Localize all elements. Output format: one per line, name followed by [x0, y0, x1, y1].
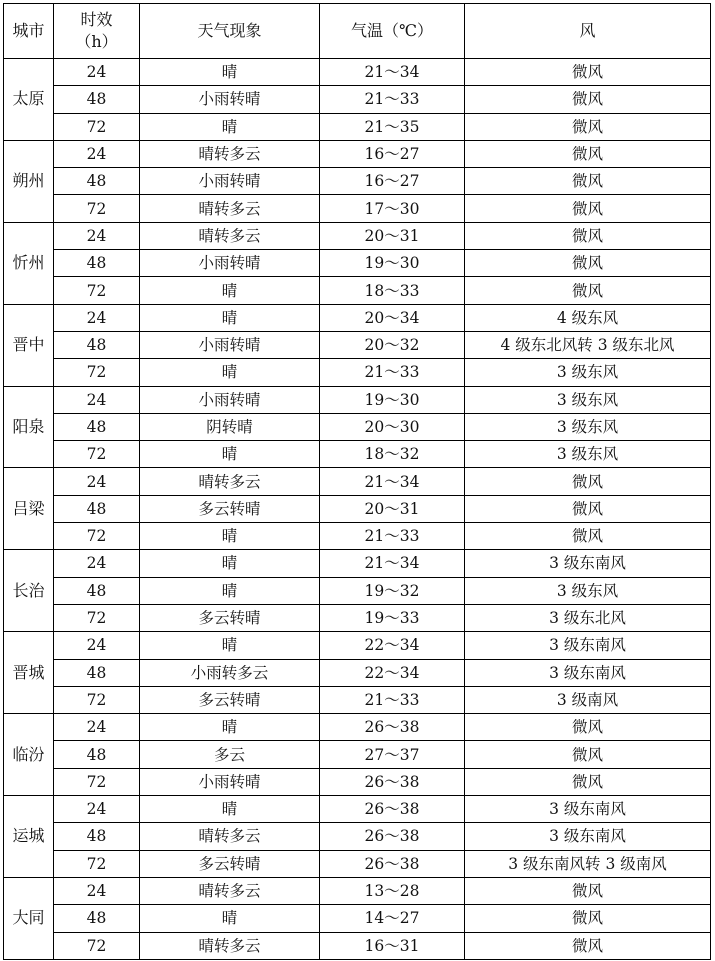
weather-cell: 小雨转晴: [140, 768, 320, 795]
table-row: [4, 140, 711, 167]
wind-cell: 3 级东南风转 3 级南风: [465, 850, 711, 877]
weather-cell: 晴: [140, 59, 320, 86]
table-row: [4, 577, 711, 604]
temp-cell: 20～31: [320, 495, 465, 522]
table-row: [4, 277, 711, 304]
weather-cell: 晴: [140, 441, 320, 468]
hours-cell: 24: [54, 304, 140, 331]
weather-cell: 晴转多云: [140, 195, 320, 222]
temp-cell: 21～34: [320, 59, 465, 86]
table-row: [4, 386, 711, 413]
hours-cell: 24: [54, 632, 140, 659]
temp-cell: 21～33: [320, 523, 465, 550]
wind-cell: 3 级东南风: [465, 823, 711, 850]
table-row: [4, 604, 711, 631]
city-cell: 长治: [4, 550, 54, 632]
weather-cell: 阴转晴: [140, 413, 320, 440]
header-row: [4, 4, 711, 59]
table-row: [4, 359, 711, 386]
hours-cell: 24: [54, 140, 140, 167]
wind-cell: 4 级东风: [465, 304, 711, 331]
wind-cell: 3 级东风: [465, 577, 711, 604]
hours-cell: 72: [54, 277, 140, 304]
temp-cell: 19～30: [320, 386, 465, 413]
table-row: [4, 331, 711, 358]
temp-cell: 26～38: [320, 850, 465, 877]
table-row: [4, 714, 711, 741]
weather-cell: 晴转多云: [140, 823, 320, 850]
table-row: [4, 250, 711, 277]
weather-cell: 晴转多云: [140, 877, 320, 904]
hours-cell: 72: [54, 441, 140, 468]
temp-cell: 18～33: [320, 277, 465, 304]
temp-cell: 22～34: [320, 659, 465, 686]
wind-cell: 3 级南风: [465, 686, 711, 713]
hours-cell: 72: [54, 113, 140, 140]
hours-cell: 48: [54, 741, 140, 768]
temp-cell: 26～38: [320, 768, 465, 795]
temp-cell: 20～34: [320, 304, 465, 331]
temp-cell: 21～33: [320, 86, 465, 113]
wind-cell: 3 级东南风: [465, 550, 711, 577]
wind-cell: 3 级东风: [465, 359, 711, 386]
table-row: [4, 796, 711, 823]
temp-cell: 17～30: [320, 195, 465, 222]
weather-cell: 晴: [140, 304, 320, 331]
hours-cell: 24: [54, 714, 140, 741]
wind-cell: 微风: [465, 113, 711, 140]
forecast-table: [3, 3, 711, 960]
table-row: [4, 932, 711, 959]
weather-cell: 多云转晴: [140, 604, 320, 631]
wind-cell: 微风: [465, 86, 711, 113]
city-cell: 吕梁: [4, 468, 54, 550]
hours-cell: 48: [54, 250, 140, 277]
hours-cell: 72: [54, 768, 140, 795]
weather-cell: 小雨转晴: [140, 331, 320, 358]
hours-cell: 24: [54, 386, 140, 413]
hours-cell: 24: [54, 796, 140, 823]
wind-cell: 微风: [465, 222, 711, 249]
wind-cell: 3 级东风: [465, 441, 711, 468]
weather-cell: 晴: [140, 905, 320, 932]
city-cell: 大同: [4, 877, 54, 959]
header-weather: 天气现象: [140, 4, 320, 59]
wind-cell: 3 级东风: [465, 386, 711, 413]
hours-cell: 72: [54, 195, 140, 222]
temp-cell: 26～38: [320, 796, 465, 823]
city-cell: 阳泉: [4, 386, 54, 468]
city-cell: 朔州: [4, 140, 54, 222]
city-cell: 晋城: [4, 632, 54, 714]
table-row: [4, 59, 711, 86]
table-row: [4, 823, 711, 850]
table-row: [4, 441, 711, 468]
weather-cell: 晴转多云: [140, 932, 320, 959]
hours-cell: 24: [54, 468, 140, 495]
weather-cell: 晴: [140, 523, 320, 550]
table-row: [4, 741, 711, 768]
city-cell: 太原: [4, 59, 54, 141]
wind-cell: 微风: [465, 523, 711, 550]
wind-cell: 微风: [465, 768, 711, 795]
weather-cell: 晴转多云: [140, 468, 320, 495]
city-cell: 晋中: [4, 304, 54, 386]
weather-cell: 多云: [140, 741, 320, 768]
temp-cell: 20～30: [320, 413, 465, 440]
header-hours: [54, 4, 140, 59]
weather-cell: 多云转晴: [140, 850, 320, 877]
table-row: [4, 905, 711, 932]
hours-cell: 24: [54, 550, 140, 577]
temp-cell: 16～31: [320, 932, 465, 959]
hours-cell: 24: [54, 59, 140, 86]
header-hours-line2: （h）: [75, 32, 118, 51]
temp-cell: 19～32: [320, 577, 465, 604]
table-row: [4, 768, 711, 795]
wind-cell: 微风: [465, 59, 711, 86]
temp-cell: 16～27: [320, 168, 465, 195]
weather-cell: 小雨转晴: [140, 86, 320, 113]
table-row: [4, 550, 711, 577]
table-row: [4, 304, 711, 331]
weather-cell: 晴转多云: [140, 140, 320, 167]
weather-cell: 晴: [140, 577, 320, 604]
wind-cell: 微风: [465, 277, 711, 304]
hours-cell: 48: [54, 659, 140, 686]
temp-cell: 20～31: [320, 222, 465, 249]
table-row: [4, 86, 711, 113]
temp-cell: 22～34: [320, 632, 465, 659]
temp-cell: 14～27: [320, 905, 465, 932]
temp-cell: 20～32: [320, 331, 465, 358]
temp-cell: 26～38: [320, 823, 465, 850]
weather-cell: 晴: [140, 796, 320, 823]
wind-cell: 微风: [465, 741, 711, 768]
hours-cell: 24: [54, 222, 140, 249]
temp-cell: 21～34: [320, 468, 465, 495]
table-row: [4, 495, 711, 522]
weather-cell: 晴: [140, 277, 320, 304]
wind-cell: 微风: [465, 495, 711, 522]
table-body: [4, 59, 711, 960]
wind-cell: 微风: [465, 140, 711, 167]
weather-cell: 多云转晴: [140, 686, 320, 713]
hours-cell: 72: [54, 686, 140, 713]
table-row: [4, 523, 711, 550]
weather-cell: 小雨转多云: [140, 659, 320, 686]
hours-cell: 48: [54, 331, 140, 358]
header-wind: 风: [465, 4, 711, 59]
wind-cell: 微风: [465, 905, 711, 932]
temp-cell: 21～34: [320, 550, 465, 577]
hours-cell: 48: [54, 495, 140, 522]
wind-cell: 3 级东南风: [465, 796, 711, 823]
header-city: 城市: [4, 4, 54, 59]
weather-cell: 晴转多云: [140, 222, 320, 249]
table-row: [4, 113, 711, 140]
table-row: [4, 659, 711, 686]
wind-cell: 微风: [465, 168, 711, 195]
temp-cell: 18～32: [320, 441, 465, 468]
wind-cell: 微风: [465, 714, 711, 741]
temp-cell: 26～38: [320, 714, 465, 741]
temp-cell: 21～33: [320, 359, 465, 386]
hours-cell: 72: [54, 932, 140, 959]
weather-cell: 晴: [140, 632, 320, 659]
table-row: [4, 632, 711, 659]
temp-cell: 21～35: [320, 113, 465, 140]
wind-cell: 3 级东南风: [465, 632, 711, 659]
temp-cell: 21～33: [320, 686, 465, 713]
weather-cell: 晴: [140, 113, 320, 140]
weather-cell: 晴: [140, 550, 320, 577]
temp-cell: 19～30: [320, 250, 465, 277]
table-row: [4, 413, 711, 440]
wind-cell: 微风: [465, 932, 711, 959]
table-row: [4, 877, 711, 904]
weather-cell: 晴: [140, 359, 320, 386]
temp-cell: 19～33: [320, 604, 465, 631]
city-cell: 运城: [4, 796, 54, 878]
hours-cell: 48: [54, 577, 140, 604]
table-row: [4, 850, 711, 877]
city-cell: 忻州: [4, 222, 54, 304]
wind-cell: 3 级东南风: [465, 659, 711, 686]
temp-cell: 13～28: [320, 877, 465, 904]
hours-cell: 24: [54, 877, 140, 904]
table-row: [4, 468, 711, 495]
wind-cell: 微风: [465, 877, 711, 904]
wind-cell: 微风: [465, 468, 711, 495]
hours-cell: 72: [54, 604, 140, 631]
weather-cell: 多云转晴: [140, 495, 320, 522]
weather-cell: 小雨转晴: [140, 250, 320, 277]
wind-cell: 微风: [465, 195, 711, 222]
weather-cell: 小雨转晴: [140, 386, 320, 413]
table-row: [4, 222, 711, 249]
hours-cell: 72: [54, 523, 140, 550]
weather-cell: 小雨转晴: [140, 168, 320, 195]
city-cell: 临汾: [4, 714, 54, 796]
table-row: [4, 168, 711, 195]
hours-cell: 72: [54, 850, 140, 877]
weather-cell: 晴: [140, 714, 320, 741]
hours-cell: 48: [54, 86, 140, 113]
hours-cell: 48: [54, 168, 140, 195]
header-hours-line1: 时效: [80, 10, 113, 29]
wind-cell: 微风: [465, 250, 711, 277]
wind-cell: 4 级东北风转 3 级东北风: [465, 331, 711, 358]
temp-cell: 16～27: [320, 140, 465, 167]
temp-cell: 27～37: [320, 741, 465, 768]
table-header: [4, 4, 711, 59]
table-row: [4, 686, 711, 713]
hours-cell: 48: [54, 823, 140, 850]
hours-cell: 48: [54, 905, 140, 932]
header-temp: 气温（℃）: [320, 4, 465, 59]
hours-cell: 72: [54, 359, 140, 386]
table-row: [4, 195, 711, 222]
wind-cell: 3 级东北风: [465, 604, 711, 631]
wind-cell: 3 级东风: [465, 413, 711, 440]
hours-cell: 48: [54, 413, 140, 440]
